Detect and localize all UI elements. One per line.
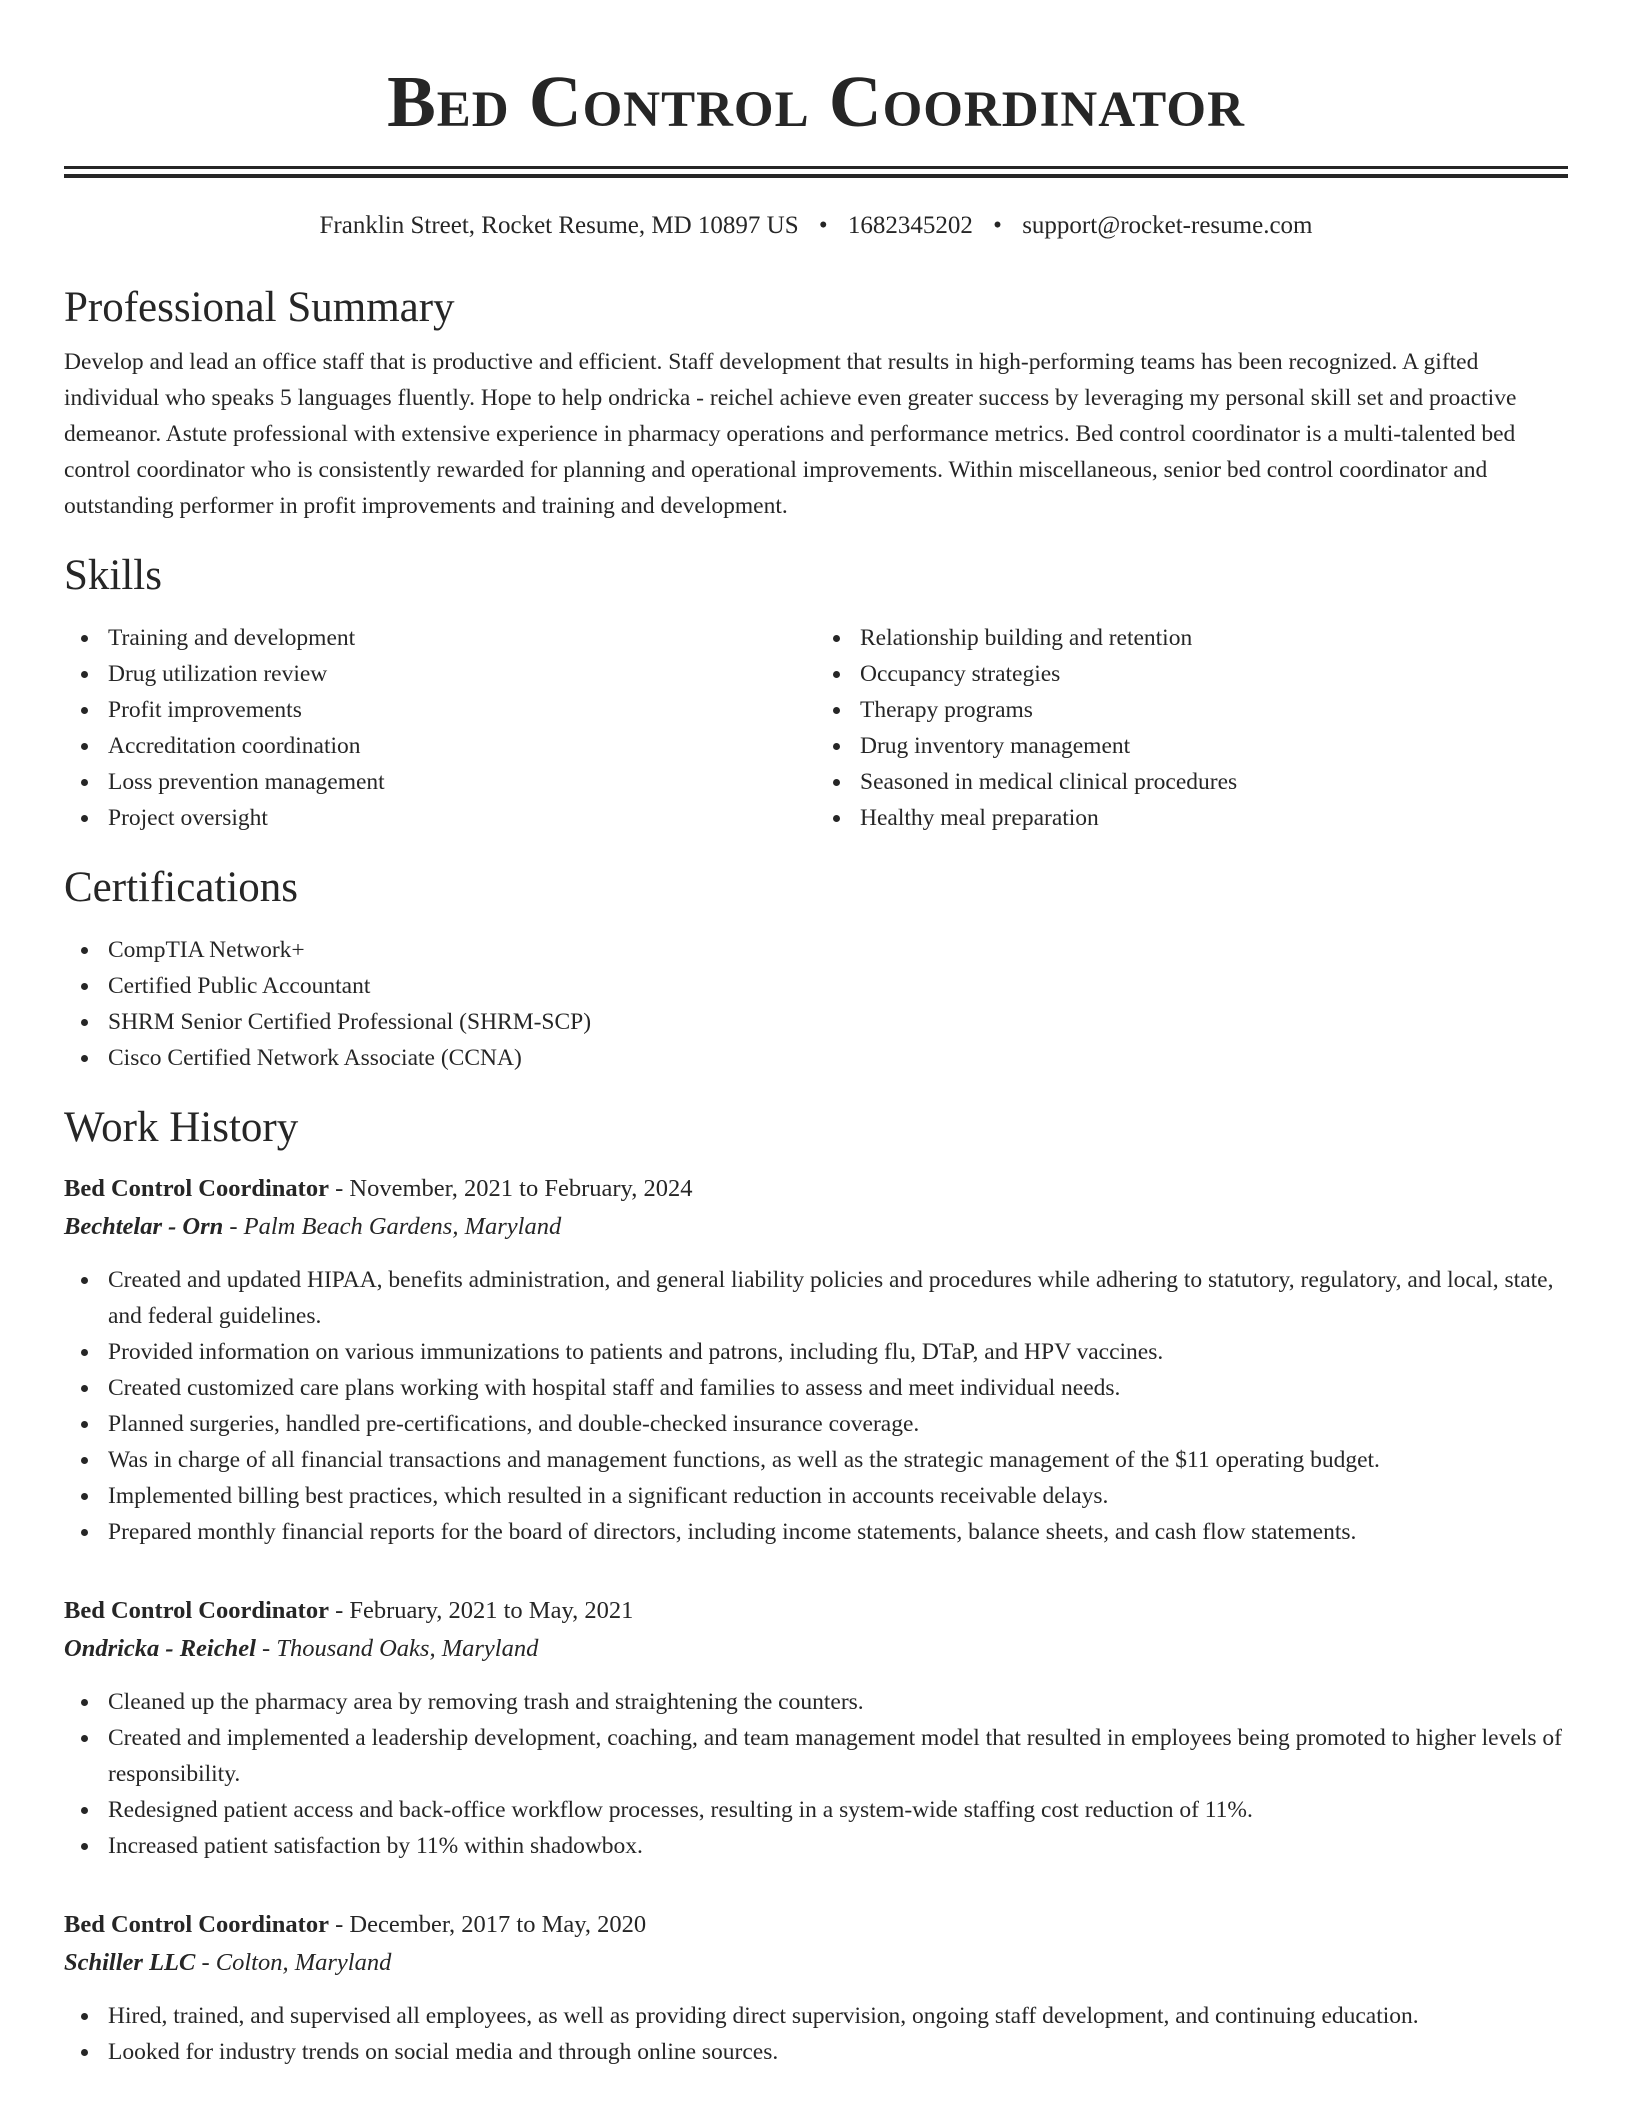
- skills-heading: Skills: [64, 552, 162, 599]
- job-dates: - November, 2021 to February, 2024: [335, 1175, 693, 1202]
- contact-phone: 1682345202: [847, 212, 973, 239]
- skills-columns: [64, 620, 1568, 836]
- contact-email: support@rocket-resume.com: [1022, 212, 1313, 239]
- job-company: Bechtelar - Orn: [64, 1213, 224, 1240]
- skill-item: Therapy programs: [860, 692, 1568, 728]
- job-dates: - December, 2017 to May, 2020: [335, 1911, 647, 1938]
- skill-item: Relationship building and retention: [860, 620, 1568, 656]
- job-bullets: [64, 1684, 1568, 1864]
- contact-line: [64, 210, 1568, 242]
- skill-item: Profit improvements: [108, 692, 816, 728]
- job-header: [64, 1170, 1568, 1208]
- job-role: Bed Control Coordinator: [64, 1911, 329, 1938]
- title-divider-top: [64, 166, 1568, 169]
- certification-item: SHRM Senior Certified Professional (SHRM-SCP): [108, 1004, 1568, 1040]
- job-bullet: Increased patient satisfaction by 11% within shadowbox.: [108, 1828, 1568, 1864]
- job-role: Bed Control Coordinator: [64, 1597, 329, 1624]
- job-bullet: Created and implemented a leadership development, coaching, and team management model that resulted in employees being promoted to higher levels of responsibility.: [108, 1720, 1568, 1792]
- job-company: Ondricka - Reichel: [64, 1635, 256, 1662]
- job-bullet: Hired, trained, and supervised all employees, as well as providing direct supervision, ongoing staff development, and continuing education.: [108, 1998, 1568, 2034]
- job-location: - Palm Beach Gardens, Maryland: [229, 1213, 562, 1240]
- job-bullets: [64, 1998, 1568, 2070]
- resume-title: Bed Control Coordinator: [387, 61, 1245, 142]
- skill-item: Loss prevention management: [108, 764, 816, 800]
- contact-separator: •: [993, 212, 1002, 239]
- certifications-list: [64, 932, 1568, 1076]
- job-bullets: [64, 1262, 1568, 1550]
- job-entry: [64, 1906, 1568, 2070]
- skill-item: Drug utilization review: [108, 656, 816, 692]
- work-history-heading: Work History: [64, 1104, 299, 1151]
- job-bullet: Cleaned up the pharmacy area by removing trash and straightening the counters.: [108, 1684, 1568, 1720]
- job-bullet: Created and updated HIPAA, benefits administration, and general liability policies and procedures while adhering to statutory, regulatory, and local, state, and federal guidelines.: [108, 1262, 1568, 1334]
- job-role: Bed Control Coordinator: [64, 1175, 329, 1202]
- job-header: [64, 1592, 1568, 1630]
- certification-item: Cisco Certified Network Associate (CCNA): [108, 1040, 1568, 1076]
- certification-item: CompTIA Network+: [108, 932, 1568, 968]
- job-company-line: [64, 1208, 1568, 1246]
- job-bullet: Was in charge of all financial transactions and management functions, as well as the strategic management of the $11 operating budget.: [108, 1442, 1568, 1478]
- job-location: - Thousand Oaks, Maryland: [262, 1635, 539, 1662]
- job-entry: [64, 1592, 1568, 1864]
- job-header: [64, 1906, 1568, 1944]
- job-bullet: Planned surgeries, handled pre-certifications, and double-checked insurance coverage.: [108, 1406, 1568, 1442]
- job-bullet: Provided information on various immunizations to patients and patrons, including flu, DTaP, and HPV vaccines.: [108, 1334, 1568, 1370]
- skill-item: Seasoned in medical clinical procedures: [860, 764, 1568, 800]
- skill-item: Healthy meal preparation: [860, 800, 1568, 836]
- skill-item: Training and development: [108, 620, 816, 656]
- summary-heading: Professional Summary: [64, 284, 455, 331]
- job-location: - Colton, Maryland: [201, 1949, 392, 1976]
- job-bullet: Created customized care plans working with hospital staff and families to assess and meet individual needs.: [108, 1370, 1568, 1406]
- contact-separator: •: [818, 212, 828, 239]
- title-divider-bottom: [64, 174, 1568, 178]
- certification-item: Certified Public Accountant: [108, 968, 1568, 1004]
- skills-list-left: [64, 620, 816, 836]
- summary-text: Develop and lead an office staff that is productive and efficient. Staff development that results in high-performing teams has been recognized. A gifted individual who speaks 5 languages fluently. Hope to help ondricka - reichel achieve even greater success by leveraging my personal skill set and proactive demeanor. Astute professional with extensive experience in pharmacy operations and performance metrics. Bed control coordinator is a multi-talented bed control coordinator who is consistently rewarded for planning and operational improvements. Within miscellaneous, senior bed control coordinator and outstanding performer in profit improvements and training and development.: [64, 349, 1517, 519]
- skill-item: Drug inventory management: [860, 728, 1568, 764]
- skill-item: Project oversight: [108, 800, 816, 836]
- job-dates: - February, 2021 to May, 2021: [335, 1597, 634, 1624]
- job-entry: [64, 1170, 1568, 1550]
- job-company-line: [64, 1944, 1568, 1982]
- job-company-line: [64, 1630, 1568, 1668]
- contact-address: Franklin Street, Rocket Resume, MD 10897 US: [319, 212, 799, 239]
- job-bullet: Implemented billing best practices, which resulted in a significant reduction in accounts receivable delays.: [108, 1478, 1568, 1514]
- skill-item: Accreditation coordination: [108, 728, 816, 764]
- certifications-heading: Certifications: [64, 864, 299, 911]
- skills-list-right: [816, 620, 1568, 836]
- skill-item: Occupancy strategies: [860, 656, 1568, 692]
- job-bullet: Looked for industry trends on social media and through online sources.: [108, 2034, 1568, 2070]
- job-company: Schiller LLC: [64, 1949, 196, 1976]
- job-bullet: Redesigned patient access and back-office workflow processes, resulting in a system-wide staffing cost reduction of 11%.: [108, 1792, 1568, 1828]
- job-bullet: Prepared monthly financial reports for the board of directors, including income statements, balance sheets, and cash flow statements.: [108, 1514, 1568, 1550]
